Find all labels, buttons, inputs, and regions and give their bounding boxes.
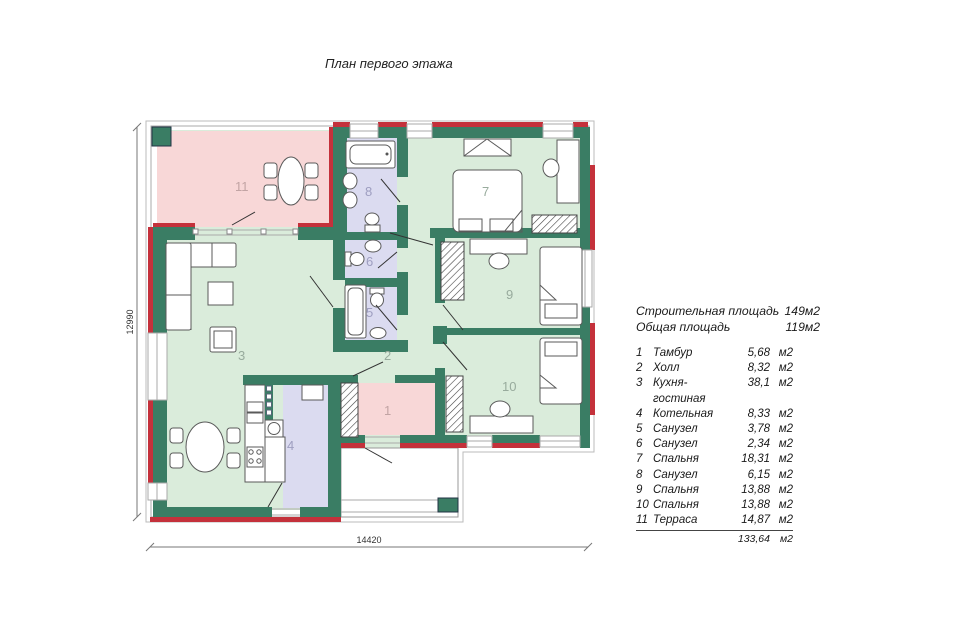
window <box>148 333 167 400</box>
summary-value: 149м2 <box>784 304 820 318</box>
table-row: 5 Санузел 3,78 м2 <box>636 423 793 436</box>
table-row: 9 Спальня 13,88 м2 <box>636 483 793 496</box>
window <box>467 436 492 447</box>
dimension-width: 14420 <box>356 535 382 545</box>
window <box>543 124 573 138</box>
room-1-fill <box>358 383 437 435</box>
porch-column <box>438 498 458 512</box>
window <box>350 124 378 138</box>
table-row: 1 Тамбур 5,68 м2 <box>636 347 793 359</box>
room-label-11: 11 <box>235 179 249 194</box>
window <box>148 483 167 500</box>
room-label-3: 3 <box>238 348 246 363</box>
room-label-1: 1 <box>384 403 392 418</box>
table-row: 3 Кухня-гостиная 38,1 м2 <box>636 377 793 405</box>
room-label-5: 5 <box>366 305 374 320</box>
coffee-table <box>208 282 233 305</box>
dimension-height: 12990 <box>125 309 135 335</box>
summary-value: 119м2 <box>785 320 820 334</box>
boiler <box>302 385 323 400</box>
total-row <box>636 530 793 546</box>
window <box>540 436 580 447</box>
table-row: 10 Спальня 13,88 м2 <box>636 499 793 512</box>
room-label-10: 10 <box>502 379 517 394</box>
summary-label: Общая площадь <box>636 320 731 334</box>
table-row: 7 Спальня 18,31 м2 <box>636 453 793 466</box>
page-title: План первого этажа <box>325 56 453 71</box>
wardrobe <box>532 215 577 233</box>
room-label-4: 4 <box>287 438 295 453</box>
table-row: 6 Санузел 2,34 м2 <box>636 438 793 451</box>
room-label-2: 2 <box>384 348 392 363</box>
total-unit: м2 <box>779 533 793 546</box>
wardrobe <box>341 383 358 437</box>
armchair <box>210 327 236 352</box>
wardrobe <box>446 376 463 432</box>
table-row: 8 Санузел 6,15 м2 <box>636 468 793 481</box>
room-label-8: 8 <box>365 184 373 199</box>
total-area: 133,64 <box>737 533 770 546</box>
room-area-rows <box>636 346 793 528</box>
room-label-6: 6 <box>366 254 374 269</box>
table-row: 2 Холл 8,32 м2 <box>636 362 793 375</box>
room-label-7: 7 <box>482 184 490 199</box>
summary-row <box>636 319 820 335</box>
summary-row <box>636 303 820 319</box>
area-table <box>636 303 820 546</box>
table-row: 11 Терраса 14,87 м2 <box>636 514 793 527</box>
summary-label: Строительная площадь <box>636 304 780 318</box>
window <box>407 124 432 138</box>
room-label-9: 9 <box>506 287 514 302</box>
table-row: 4 Котельная 8,33 м2 <box>636 407 793 420</box>
wardrobe <box>441 242 464 300</box>
